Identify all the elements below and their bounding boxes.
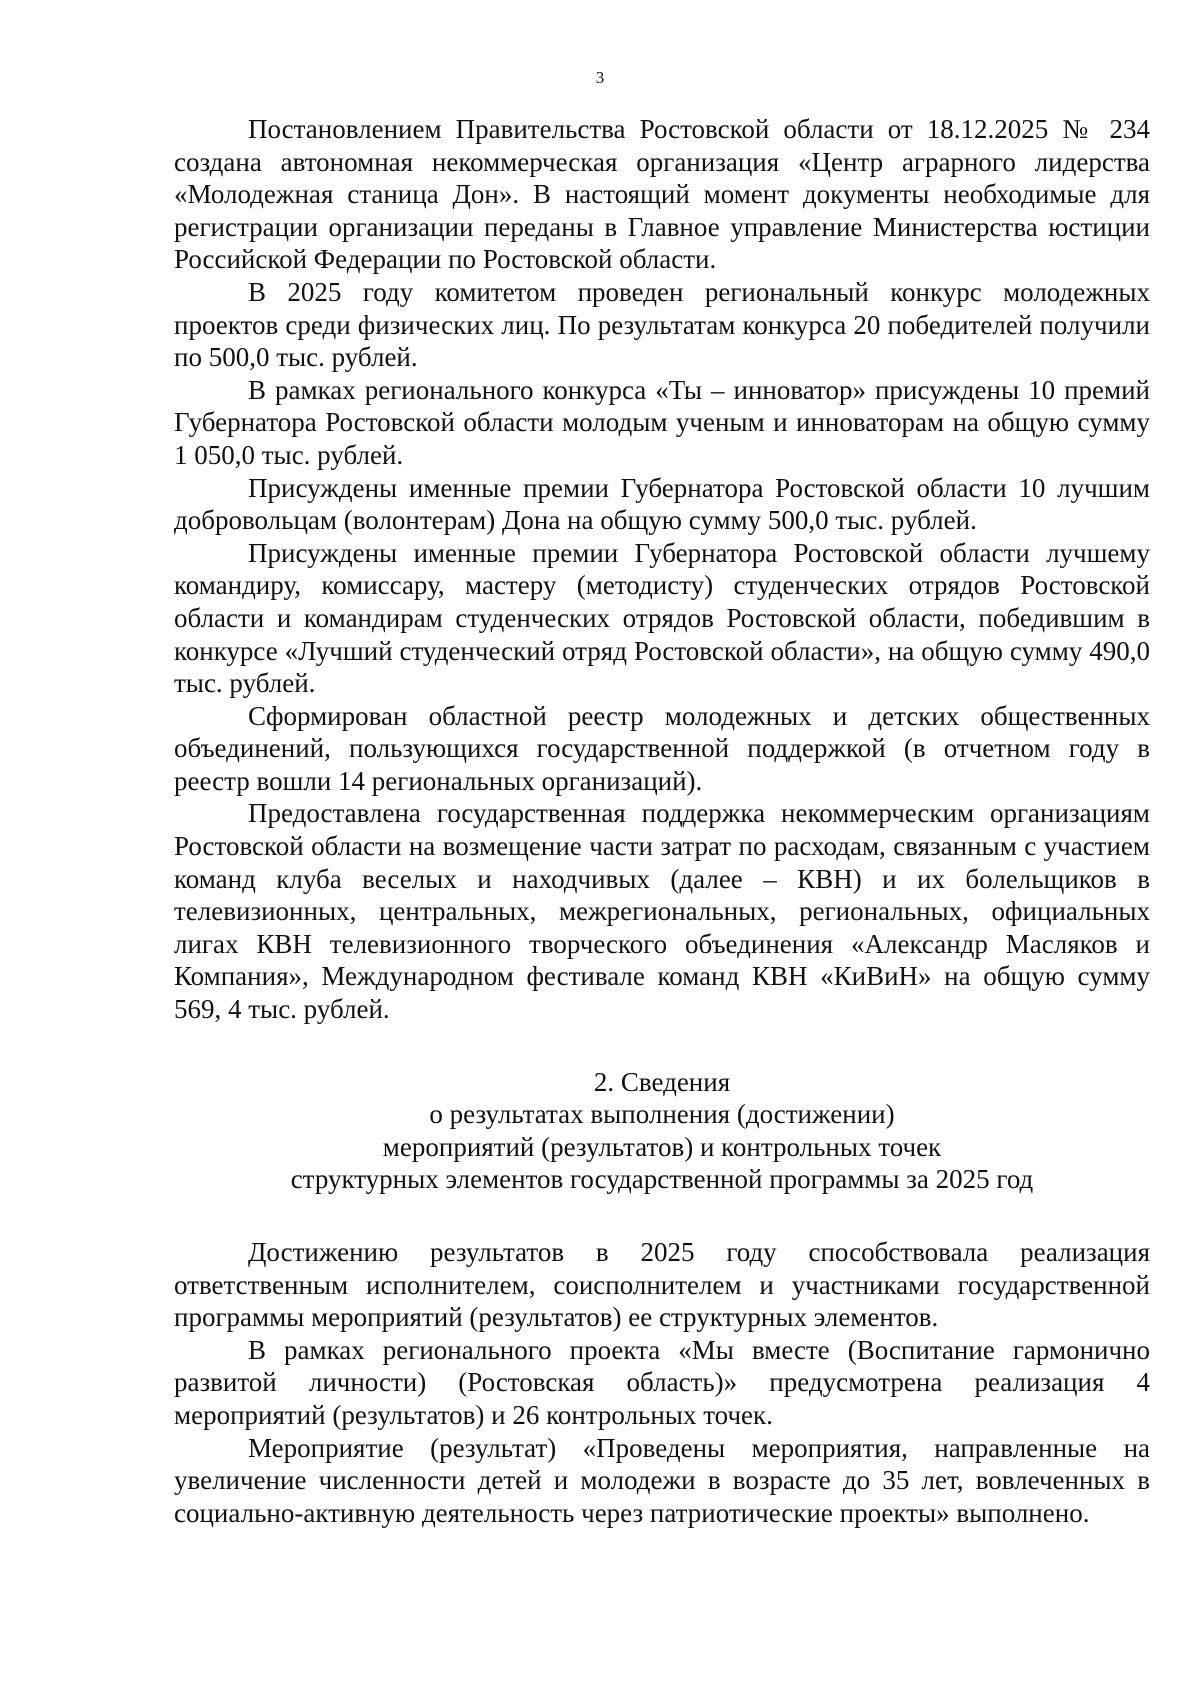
section-heading-line-4: структурных элементов государственной программы за 2025 год bbox=[290, 1164, 1034, 1195]
paragraph-achievement: Достижению результатов в 2025 году способствовала реализация ответственным исполнителем, соисполнителем и участниками государственной программы мероприятий (результатов) ее структурных элементов. bbox=[174, 1237, 1150, 1333]
paragraph-regional-project: В рамках регионального проекта «Мы вместе (Воспитание гармонично развитой личности) (Ростовская область)» предусмотрена реализация 4 мероприятий (результатов) и 26 контрольных точек. bbox=[174, 1334, 1150, 1430]
section-heading bbox=[174, 1066, 1150, 1196]
paragraph-innovator-contest: В рамках регионального конкурса «Ты – инноватор» присуждены 10 премий Губернатора Ростовской области молодым ученым и инноваторам на общую сумму 1 050,0 тыс. рублей. bbox=[174, 374, 1150, 470]
paragraph-student-squads: Присуждены именные премии Губернатора Ростовской области лучшему командиру, комиссару, мастеру (методисту) студенческих отрядов Ростовской области и командирам студенческих отрядов Ростовской области, победившим в конкурсе «Лучший студенческий отряд Ростовской области», на общую сумму 490,0 тыс. рублей. bbox=[174, 537, 1150, 699]
section-heading-title: 2. Сведения bbox=[593, 1066, 731, 1097]
section-heading-line-3: мероприятий (результатов) и контрольных точек bbox=[382, 1131, 942, 1162]
paragraph-volunteer-awards: Присуждены именные премии Губернатора Ростовской области 10 лучшим добровольцам (волонтерам) Дона на общую сумму 500,0 тыс. рублей. bbox=[174, 472, 1150, 536]
paragraph-youth-contest: В 2025 году комитетом проведен региональный конкурс молодежных проектов среди физических лиц. По результатам конкурса 20 победителей получили по 500,0 тыс. рублей. bbox=[174, 276, 1150, 373]
paragraph-kvn-support: Предоставлена государственная поддержка некоммерческим организациям Ростовской области на возмещение части затрат по расходам, связанным с участием команд клуба веселых и находчивых (далее – КВН) и их болельщиков в телевизионных, центральных, межрегиональных, региональных, официальных лигах КВН телевизионного творческого объединения «Александр Масляков и Компания», Международном фестивале команд КВН «КиВиН» на общую сумму 569, 4 тыс. рублей. bbox=[174, 798, 1150, 1025]
paragraph-event-result: Мероприятие (результат) «Проведены мероприятия, направленные на увеличение численности детей и молодежи в возрасте до 35 лет, вовлеченных в социально-активную деятельность через патриотические проекты» выполнено. bbox=[174, 1432, 1150, 1528]
paragraph-resolution: Постановлением Правительства Ростовской области от 18.12.2025 № 234 создана автономная некоммерческая организация «Центр аграрного лидерства «Молодежная станица Дон». В настоящий момент документы необходимые для регистрации организации переданы в Главное управление Министерства юстиции Российской Федерации по Ростовской области. bbox=[174, 114, 1150, 275]
paragraph-registry: Сформирован областной реестр молодежных и детских общественных объединений, пользующихся государственной поддержкой (в отчетном году в реестр вошли 14 региональных организаций). bbox=[174, 700, 1150, 796]
page-number: 3 bbox=[595, 68, 605, 87]
document-body bbox=[174, 113, 1150, 1529]
section-heading-line-2: о результатах выполнения (достижении) bbox=[429, 1099, 895, 1130]
